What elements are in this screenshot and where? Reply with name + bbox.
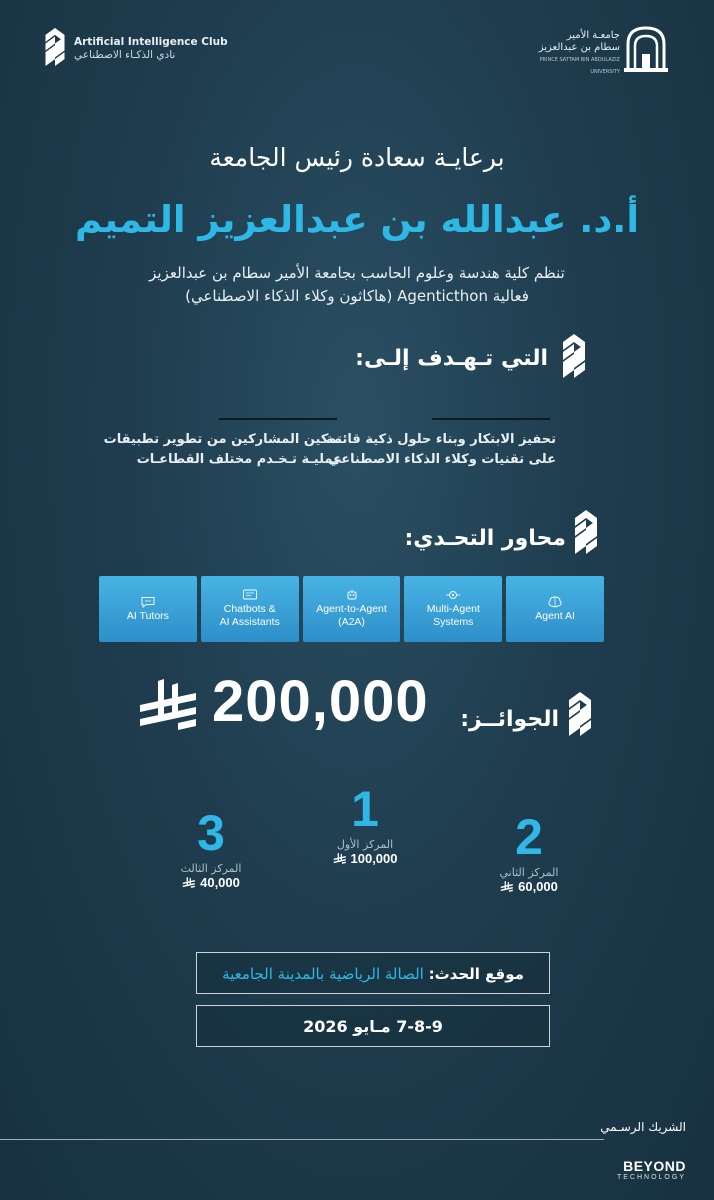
chat-window-icon <box>242 589 258 601</box>
partner-subtitle: TECHNOLOGY <box>616 1174 686 1181</box>
prizes-title: الجوائــز: <box>460 707 559 732</box>
club-name-en: Artificial Intelligence Club <box>74 36 228 48</box>
track-label: AI Tutors <box>126 609 169 622</box>
ai-club-logo-icon <box>40 28 70 66</box>
event-date-box <box>196 1005 550 1047</box>
event-location-box <box>196 952 550 994</box>
track-label: Agent AI <box>535 609 575 622</box>
rank-amount-value: 100,000 <box>350 851 398 866</box>
rank-amount <box>310 851 420 866</box>
network-icon <box>445 589 461 601</box>
tracks-section-icon <box>575 510 597 554</box>
track-agent-ai <box>506 576 604 642</box>
club-name-ar: نادي الذكـاء الاصطناعي <box>74 49 176 61</box>
partner-name: BEYOND <box>623 1158 686 1174</box>
goal-divider-1 <box>432 418 550 420</box>
rank-amount-value: 40,000 <box>200 875 240 890</box>
robot-icon <box>344 589 360 601</box>
goal-item-1-line2: على تقنيات وكلاء الذكاء الاصطناعي <box>328 452 556 467</box>
saudi-riyal-icon <box>138 679 200 735</box>
saudi-riyal-icon <box>500 881 514 893</box>
prizes-section-icon <box>569 692 591 736</box>
patronage-text: برعايـة سعادة رئيس الجامعة <box>209 143 505 172</box>
track-ai-tutors <box>99 576 197 642</box>
track-label: Chatbots & AI Assistants <box>219 603 280 628</box>
location-label: موقع الحدث: <box>428 965 524 983</box>
rank-label: المركز الأول <box>336 838 394 851</box>
rank-label: المركز الثالث <box>180 862 242 875</box>
goal-divider-2 <box>219 418 337 420</box>
rank-number: 1 <box>351 781 379 837</box>
organizer-line-1: تنظم كلية هندسة وعلوم الحاسب بجامعة الأمير سطام بن عبدالعزيز <box>149 264 565 282</box>
location-value: الصالة الرياضية بالمدينة الجامعية <box>222 965 424 983</box>
event-location <box>197 953 549 995</box>
president-name: أ.د. عبدالله بن عبدالعزيز التميم <box>74 198 640 241</box>
prize-total: 200,000 <box>212 669 429 734</box>
rank-number: 2 <box>515 809 543 865</box>
rank-amount-value: 60,000 <box>518 879 558 894</box>
track-chatbots <box>201 576 299 642</box>
organizer-line-2: فعالية Agenticthon (هاكاثون وكلاء الذكاء الاصطناعي) <box>185 287 529 305</box>
footer-divider <box>0 1139 604 1140</box>
goals-section-icon <box>563 334 585 378</box>
university-name-en: PRINCE SATTAM BIN ABDULAZIZ UNIVERSITY <box>539 57 620 75</box>
ai-club-name <box>74 36 274 62</box>
rank-amount <box>474 879 584 894</box>
saudi-riyal-icon <box>182 877 196 889</box>
event-date: 7-8-9 مـايو 2026 <box>303 1017 443 1036</box>
tutor-chat-icon <box>140 596 156 608</box>
official-partner-label: الشريك الرسـمي <box>600 1120 686 1134</box>
track-a2a <box>303 576 401 642</box>
saudi-riyal-icon <box>333 853 347 865</box>
rank-label: المركز الثاني <box>499 866 559 879</box>
university-logo-icon <box>624 24 668 72</box>
prize-rank-3 <box>156 804 266 890</box>
brain-icon <box>547 596 563 608</box>
track-label: Multi-Agent Systems <box>426 603 480 628</box>
goals-title: التي تـهـدف إلـى: <box>355 346 548 371</box>
track-label: Agent-to-Agent (A2A) <box>316 603 387 628</box>
rank-amount <box>156 875 266 890</box>
goal-item-2 <box>82 430 342 470</box>
rank-number: 3 <box>197 805 225 861</box>
prize-rank-2 <box>474 808 584 894</box>
goal-item-1-line1: تحفيز الابتكار وبناء حلول ذكية قائمة <box>325 432 556 447</box>
goal-item-2-line1: تمكين المشاركين من تطوير تطبيقات <box>103 432 342 447</box>
track-multi-agent <box>404 576 502 642</box>
goal-item-2-line2: عمليـة تـخـدم مختلف القطاعـات <box>136 452 342 467</box>
prize-rank-1 <box>310 780 420 866</box>
tracks-title: محاور التحـدي: <box>404 526 566 551</box>
tracks-list <box>99 576 604 642</box>
university-name-ar-line1: جامعـة الأمير <box>566 30 620 41</box>
partner-logo <box>617 1158 686 1181</box>
university-name <box>524 30 620 78</box>
university-name-ar-line2: سطام بن عبدالعزيز <box>538 42 620 53</box>
